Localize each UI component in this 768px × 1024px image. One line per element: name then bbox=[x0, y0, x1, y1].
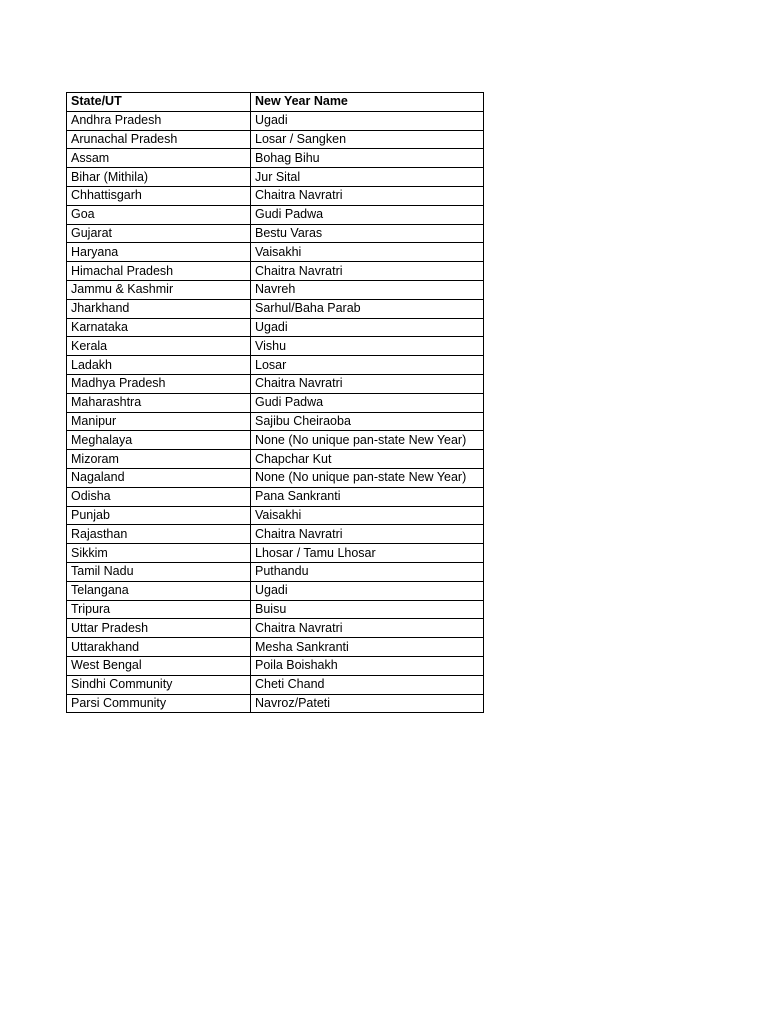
state-cell: Himachal Pradesh bbox=[67, 262, 251, 281]
header-row bbox=[67, 93, 484, 112]
table-row bbox=[67, 562, 484, 581]
table-row bbox=[67, 168, 484, 187]
new-year-name-cell: Chaitra Navratri bbox=[251, 525, 484, 544]
table-row bbox=[67, 487, 484, 506]
table-row bbox=[67, 243, 484, 262]
new-year-name-cell: Ugadi bbox=[251, 111, 484, 130]
state-cell: Parsi Community bbox=[67, 694, 251, 713]
new-year-name-cell: Bohag Bihu bbox=[251, 149, 484, 168]
table-row bbox=[67, 544, 484, 563]
new-year-name-cell: Cheti Chand bbox=[251, 675, 484, 694]
new-year-name-cell: Poila Boishakh bbox=[251, 656, 484, 675]
new-year-name-cell: Vaisakhi bbox=[251, 506, 484, 525]
state-cell: Tamil Nadu bbox=[67, 562, 251, 581]
table-row bbox=[67, 525, 484, 544]
new-year-name-cell: None (No unique pan-state New Year) bbox=[251, 468, 484, 487]
new-year-name-cell: Bestu Varas bbox=[251, 224, 484, 243]
new-year-name-cell: Chapchar Kut bbox=[251, 450, 484, 469]
table-row bbox=[67, 450, 484, 469]
table-row bbox=[67, 224, 484, 243]
new-year-name-cell: Chaitra Navratri bbox=[251, 374, 484, 393]
new-year-name-cell: Mesha Sankranti bbox=[251, 638, 484, 657]
new-year-name-cell: Gudi Padwa bbox=[251, 393, 484, 412]
state-cell: Jammu & Kashmir bbox=[67, 280, 251, 299]
new-year-name-cell: Sajibu Cheiraoba bbox=[251, 412, 484, 431]
state-cell: West Bengal bbox=[67, 656, 251, 675]
new-year-name-cell: Jur Sital bbox=[251, 168, 484, 187]
state-cell: Sikkim bbox=[67, 544, 251, 563]
new-year-name-cell: Buisu bbox=[251, 600, 484, 619]
table-row bbox=[67, 431, 484, 450]
new-year-name-cell: Pana Sankranti bbox=[251, 487, 484, 506]
table-row bbox=[67, 186, 484, 205]
table-row bbox=[67, 337, 484, 356]
new-year-name-cell: Ugadi bbox=[251, 318, 484, 337]
state-cell: Uttar Pradesh bbox=[67, 619, 251, 638]
new-year-name-cell: Vaisakhi bbox=[251, 243, 484, 262]
state-cell: Goa bbox=[67, 205, 251, 224]
table-row bbox=[67, 581, 484, 600]
table-row bbox=[67, 393, 484, 412]
new-year-name-cell: Puthandu bbox=[251, 562, 484, 581]
table-row bbox=[67, 600, 484, 619]
state-cell: Tripura bbox=[67, 600, 251, 619]
state-cell: Karnataka bbox=[67, 318, 251, 337]
state-cell: Mizoram bbox=[67, 450, 251, 469]
state-cell: Gujarat bbox=[67, 224, 251, 243]
table-row bbox=[67, 619, 484, 638]
spreadsheet-page bbox=[66, 92, 484, 713]
state-cell: Nagaland bbox=[67, 468, 251, 487]
new-year-name-cell: None (No unique pan-state New Year) bbox=[251, 431, 484, 450]
new-year-name-cell: Sarhul/Baha Parab bbox=[251, 299, 484, 318]
table-row bbox=[67, 412, 484, 431]
state-cell: Haryana bbox=[67, 243, 251, 262]
state-cell: Madhya Pradesh bbox=[67, 374, 251, 393]
state-cell: Manipur bbox=[67, 412, 251, 431]
table-row bbox=[67, 675, 484, 694]
table-row bbox=[67, 111, 484, 130]
state-cell: Meghalaya bbox=[67, 431, 251, 450]
state-cell: Chhattisgarh bbox=[67, 186, 251, 205]
state-cell: Jharkhand bbox=[67, 299, 251, 318]
state-cell: Telangana bbox=[67, 581, 251, 600]
new-year-name-cell: Chaitra Navratri bbox=[251, 262, 484, 281]
state-cell: Maharashtra bbox=[67, 393, 251, 412]
state-cell: Sindhi Community bbox=[67, 675, 251, 694]
new-year-name-cell: Chaitra Navratri bbox=[251, 186, 484, 205]
table-row bbox=[67, 694, 484, 713]
table-row bbox=[67, 205, 484, 224]
new-year-name-cell: Navroz/Pateti bbox=[251, 694, 484, 713]
table-row bbox=[67, 468, 484, 487]
state-cell: Assam bbox=[67, 149, 251, 168]
column-header-state: State/UT bbox=[67, 93, 251, 112]
new-year-name-cell: Lhosar / Tamu Lhosar bbox=[251, 544, 484, 563]
state-cell: Odisha bbox=[67, 487, 251, 506]
table-row bbox=[67, 318, 484, 337]
new-year-name-cell: Ugadi bbox=[251, 581, 484, 600]
table-row bbox=[67, 299, 484, 318]
table-row bbox=[67, 638, 484, 657]
new-year-name-cell: Gudi Padwa bbox=[251, 205, 484, 224]
state-cell: Kerala bbox=[67, 337, 251, 356]
state-cell: Arunachal Pradesh bbox=[67, 130, 251, 149]
table-row bbox=[67, 506, 484, 525]
new-year-name-cell: Vishu bbox=[251, 337, 484, 356]
table-row bbox=[67, 149, 484, 168]
state-cell: Andhra Pradesh bbox=[67, 111, 251, 130]
new-year-name-cell: Chaitra Navratri bbox=[251, 619, 484, 638]
table-row bbox=[67, 374, 484, 393]
new-year-name-cell: Losar / Sangken bbox=[251, 130, 484, 149]
state-cell: Rajasthan bbox=[67, 525, 251, 544]
new-year-name-cell: Navreh bbox=[251, 280, 484, 299]
new-year-table bbox=[66, 92, 484, 713]
table-row bbox=[67, 262, 484, 281]
column-header-new-year-name: New Year Name bbox=[251, 93, 484, 112]
state-cell: Uttarakhand bbox=[67, 638, 251, 657]
table-body bbox=[67, 111, 484, 713]
state-cell: Punjab bbox=[67, 506, 251, 525]
state-cell: Bihar (Mithila) bbox=[67, 168, 251, 187]
state-cell: Ladakh bbox=[67, 356, 251, 375]
new-year-name-cell: Losar bbox=[251, 356, 484, 375]
table-row bbox=[67, 130, 484, 149]
table-row bbox=[67, 656, 484, 675]
table-row bbox=[67, 356, 484, 375]
table-row bbox=[67, 280, 484, 299]
